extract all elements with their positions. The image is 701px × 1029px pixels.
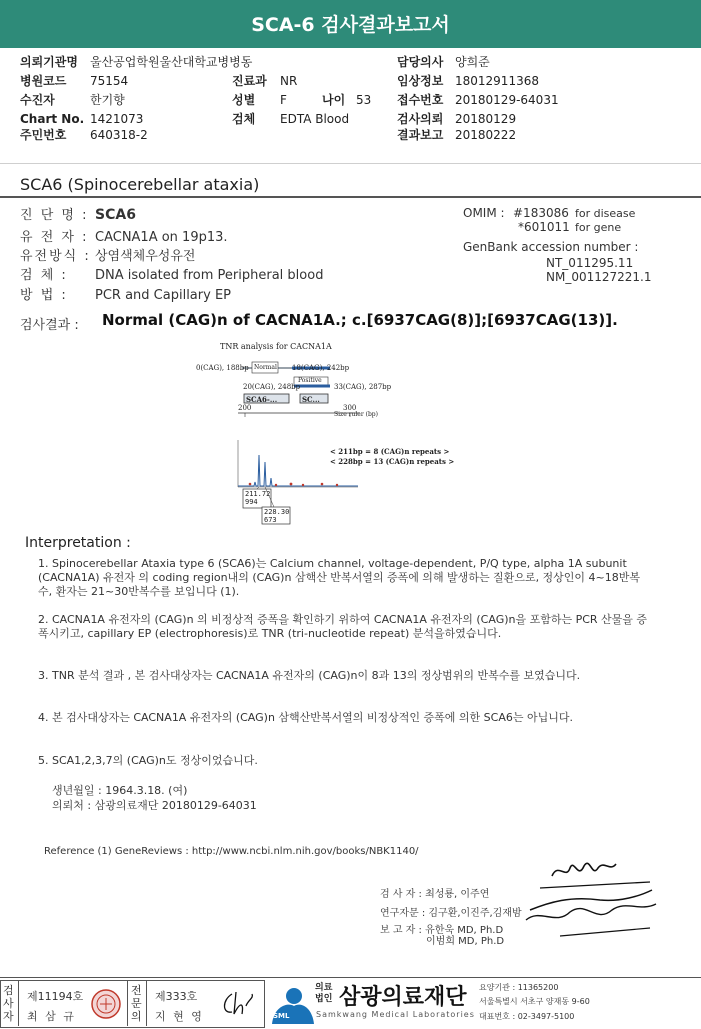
row-label: 진 단 명 : <box>20 208 89 223</box>
figure-title: TNR analysis for CACNA1A <box>220 342 332 351</box>
footer-sep-2 <box>127 980 128 1026</box>
omim-gene-note: for gene <box>575 221 622 234</box>
repeat-2: < 228bp = 13 (CAG)n repeats > <box>330 457 455 466</box>
label-age: 나이 <box>322 93 346 107</box>
normal-box-label: Normal <box>254 364 277 371</box>
scale-end: 300 <box>343 404 357 412</box>
request-origin: 의뢰처 : 삼광의료재단 20180129-64031 <box>52 799 257 812</box>
org-name: 삼광의료재단 <box>339 985 467 1010</box>
positive-right-label: 33(CAG), 287bp <box>334 383 392 391</box>
interpretation-p3: 3. TNR 분석 결과 , 본 검사대상자는 CACNA1A 유전자의 (CAG)n이 8과 13의 정상범위의 반복수를 보였습니다. <box>38 669 581 682</box>
label-specimen: 검체 <box>232 112 256 126</box>
peak1-height: 994 <box>245 498 258 506</box>
row-label: 유 전 자 : <box>20 230 89 245</box>
advisor: 연구자문 : 김구환,이진주,김재밤 <box>380 908 522 919</box>
footer-col1-label: 검사자 <box>3 984 14 1023</box>
row-label: 유전방식 : <box>20 249 91 264</box>
reference: Reference (1) GeneReviews : http://www.ncbi.nlm.nih.gov/books/NBK1140/ <box>44 846 419 857</box>
omim-disease-note: for disease <box>575 207 636 220</box>
row-label: 방 법 : <box>20 288 68 303</box>
label-report-date: 결과보고 <box>397 128 444 142</box>
examiner: 검 사 자 : 최성룡, 이주연 <box>380 889 490 900</box>
label-department: 진료과 <box>232 74 267 88</box>
row-value: DNA isolated from Peripheral blood <box>95 268 324 283</box>
red-seal <box>90 988 122 1020</box>
footer-name-1: 최 삼 규 <box>27 1010 76 1023</box>
genbank-label: GenBank accession number : <box>463 240 639 254</box>
label-chart-no: Chart No. <box>20 112 85 126</box>
peak2-size: 228.30 <box>264 508 290 516</box>
footer-sep-1 <box>18 980 19 1026</box>
interpretation-p1: 1. Spinocerebellar Ataxia type 6 (SCA6)는 Calcium channel, voltage-dependent, P/Q type, alpha 1A subunit (CACNA1A) 유전자 의 coding region내의 (CAG)n 삼핵산 반복서열의 증폭에 의해 발생하는 질환으로, 정상인이 4~18반복수, 환자는 21~30반복수를 보입니다 (1). <box>38 557 641 598</box>
row-label: 검 체 : <box>20 268 68 283</box>
org-phone: 대표번호 : 02-3497-5100 <box>479 1012 575 1021</box>
label-patient: 수진자 <box>20 93 55 107</box>
value-patient: 한기향 <box>90 93 125 107</box>
value-age: 53 <box>356 93 372 107</box>
value-sex: F <box>280 93 287 107</box>
row-value: 상염색체우성유전 <box>95 249 196 264</box>
org-code: 요양기관 : 11365200 <box>479 983 559 992</box>
value-report-date: 20180222 <box>455 128 517 142</box>
row-value: SCA6 <box>95 207 136 223</box>
label-resident-no: 주민번호 <box>20 128 67 142</box>
label-request-date: 검사의뢰 <box>397 112 444 126</box>
org-prefix: 의료 법인 <box>315 983 333 1004</box>
label-institution: 의뢰기관명 <box>20 55 78 69</box>
interpretation-p5: 5. SCA1,2,3,7의 (CAG)n도 정상이었습니다. <box>38 754 258 767</box>
footer-license-2: 제333호 <box>155 990 198 1003</box>
omim-gene-id: *601011 <box>518 220 570 234</box>
value-department: NR <box>280 74 298 88</box>
peak1-size: 211.72 <box>245 490 271 498</box>
value-chart-no: 1421073 <box>90 112 144 126</box>
genbank-id-2: NM_001127221.1 <box>546 270 652 284</box>
value-institution: 울산공업학원울산대학교병병동 <box>90 55 253 69</box>
row-value: PCR and Capillary EP <box>95 288 231 303</box>
value-hospital-code: 75154 <box>90 74 129 88</box>
peak2-height: 673 <box>264 516 277 524</box>
positive-left-label: 20(CAG), 248bp <box>243 383 301 391</box>
footer-sep-3 <box>146 980 147 1026</box>
interpretation-p4: 4. 본 검사대상자는 CACNA1A 유전자의 (CAG)n 삼핵산반복서열의 비정상적인 증폭에 의한 SCA6는 아닙니다. <box>38 711 573 724</box>
label-hospital-code: 병원코드 <box>20 74 67 88</box>
value-physician: 양희준 <box>455 55 490 69</box>
value-request-date: 20180129 <box>455 112 517 126</box>
label-physician: 담당의사 <box>397 55 444 69</box>
interpretation-p2: 2. CACNA1A 유전자의 (CAG)n 의 비정상적 증폭을 확인하기 위하여 CACNA1A 유전자의 (CAG)n을 포함하는 PCR 산물을 증폭시키고, capillary EP (electrophoresis)로 TNR (tri-nucleotide repeat) 분석을하였습니다. <box>38 613 648 640</box>
report-title: SCA-6 검사결과보고서 <box>251 14 450 36</box>
reporter-2: 이범희 MD, Ph.D <box>426 936 505 947</box>
label-clinical-info: 임상정보 <box>397 74 444 88</box>
footer-name-2: 지 현 영 <box>155 1010 204 1023</box>
scale-label: Size ruler (bp) <box>334 411 378 418</box>
result-label: 검사결과 : <box>20 318 79 333</box>
result-value: Normal (CAG)n of CACNA1A.; c.[6937CAG(8)];[6937CAG(13)]. <box>102 311 618 329</box>
value-resident-no: 640318-2 <box>90 128 148 142</box>
specialist-signature <box>218 986 258 1020</box>
normal-left-label: 0(CAG), 188bp <box>196 364 249 372</box>
omim-disease-id: #183086 <box>513 206 569 220</box>
footer-col2-label: 전문의 <box>131 984 142 1023</box>
omim-label: OMIM : <box>463 206 505 220</box>
positive-box-label: Positive <box>298 377 322 384</box>
sml-logo-text: SML <box>273 1012 290 1020</box>
value-receipt-no: 20180129-64031 <box>455 93 559 107</box>
normal-right-label: 18(CAG), 242bp <box>292 364 350 372</box>
footer-divider <box>0 977 701 978</box>
box1-label: SCA6-... <box>246 395 278 404</box>
birth-date: 생년월일 : 1964.3.18. (여) <box>52 784 188 797</box>
org-address: 서울특별시 서초구 양재동 9-60 <box>479 997 590 1006</box>
org-english: Samkwang Medical Laboratories <box>316 1010 475 1019</box>
box2-label: SC... <box>302 395 320 404</box>
interpretation-title: Interpretation : <box>25 535 131 551</box>
label-sex: 성별 <box>232 93 256 107</box>
genbank-id-1: NT_011295.11 <box>546 256 634 270</box>
footer-license-1: 제11194호 <box>27 990 84 1003</box>
scale-start: 200 <box>238 404 252 412</box>
label-receipt-no: 접수번호 <box>397 93 444 107</box>
reporter-1: 보 고 자 : 유한욱 MD, Ph.D <box>380 925 504 936</box>
value-clinical-info: 18012911368 <box>455 74 539 88</box>
row-value: CACNA1A on 19p13. <box>95 230 228 245</box>
value-specimen: EDTA Blood <box>280 112 350 126</box>
section-title: SCA6 (Spinocerebellar ataxia) <box>20 175 260 194</box>
repeat-1: < 211bp = 8 (CAG)n repeats > <box>330 447 450 456</box>
handwritten-signature <box>500 850 660 950</box>
